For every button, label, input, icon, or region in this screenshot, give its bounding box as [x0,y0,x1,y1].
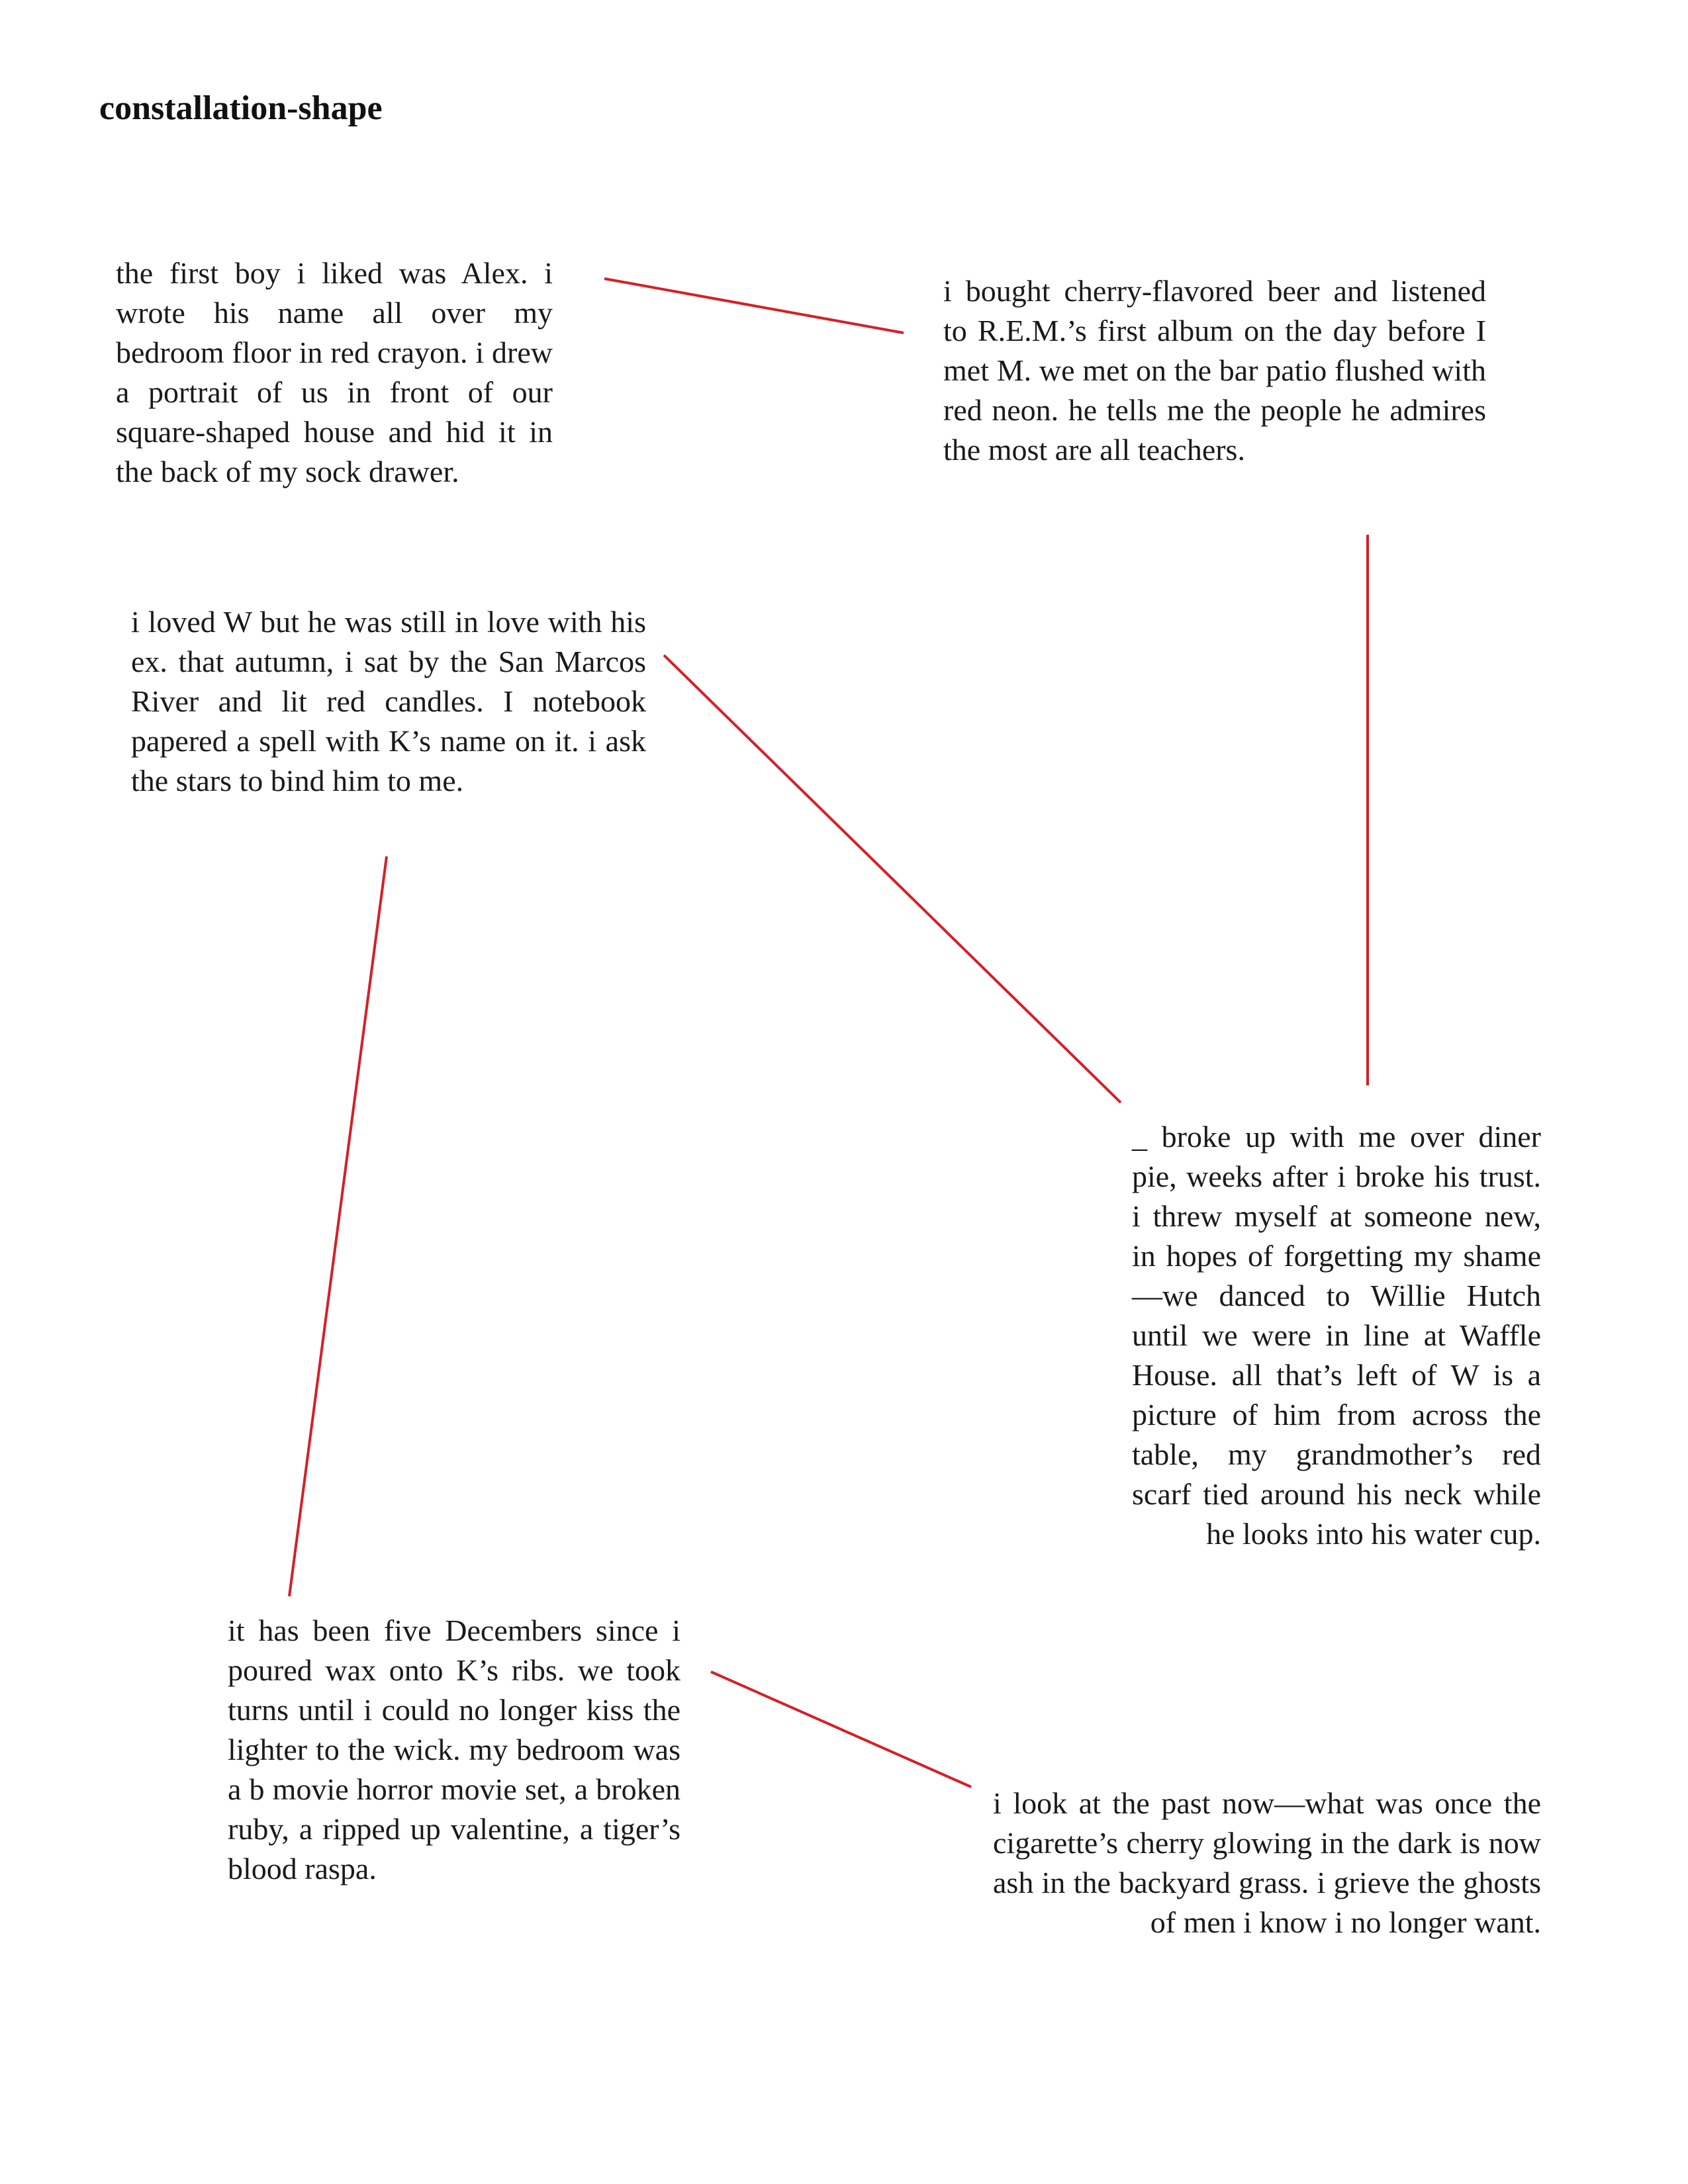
connector-san-marcos-to-five-decembers [289,856,387,1596]
connector-five-decembers-to-past-now [711,1672,971,1787]
stanza-diner-pie: _ broke up with me over diner pie, weeks after i broke his trust. i threw myself at someone new, in hopes of forgetting my shame—we danced to Willie Hutch until we were in line at Waffle House. all that’s left of W is a picture of him from across the table, my grandmother’s red scarf tied around his neck while he looks into his water cup. [1132,1120,1541,1551]
stanza-five-decembers: it has been five Decembers since i poured wax onto K’s ribs. we took turns until i could no longer kiss the lighter to the wick. my bedroom was a b movie horror movie set, a broken ruby, a ripped up valentine, a tiger’s blood raspa. [228,1614,680,1886]
connector-san-marcos-to-diner-pie [664,655,1121,1103]
stanza-cherry-beer: i bought cherry-flavored beer and listened to R.E.M.’s first album on the day before I met M. we met on the bar patio flushed with red neon. he tells me the people he admires the most are all teachers. [943,274,1486,467]
connector-alex-to-cherry-beer [604,279,904,333]
stanza-alex: the first boy i liked was Alex. i wrote his name all over my bedroom floor in red crayon. i drew a portrait of us in front of our square-shaped house and hid it in the back of my sock drawer. [116,256,553,488]
stanza-san-marcos: i loved W but he was still in love with his ex. that autumn, i sat by the San Marcos River and lit red candles. I notebook papered a spell with K’s name on it. i ask the stars to bind him to me. [131,605,646,797]
stanza-past-now: i look at the past now—what was once the cigarette’s cherry glowing in the dark is now ash in the backyard grass. i grieve the ghosts of men i know i no longer want. [993,1786,1541,1939]
page-title: constallation-shape [99,89,383,127]
